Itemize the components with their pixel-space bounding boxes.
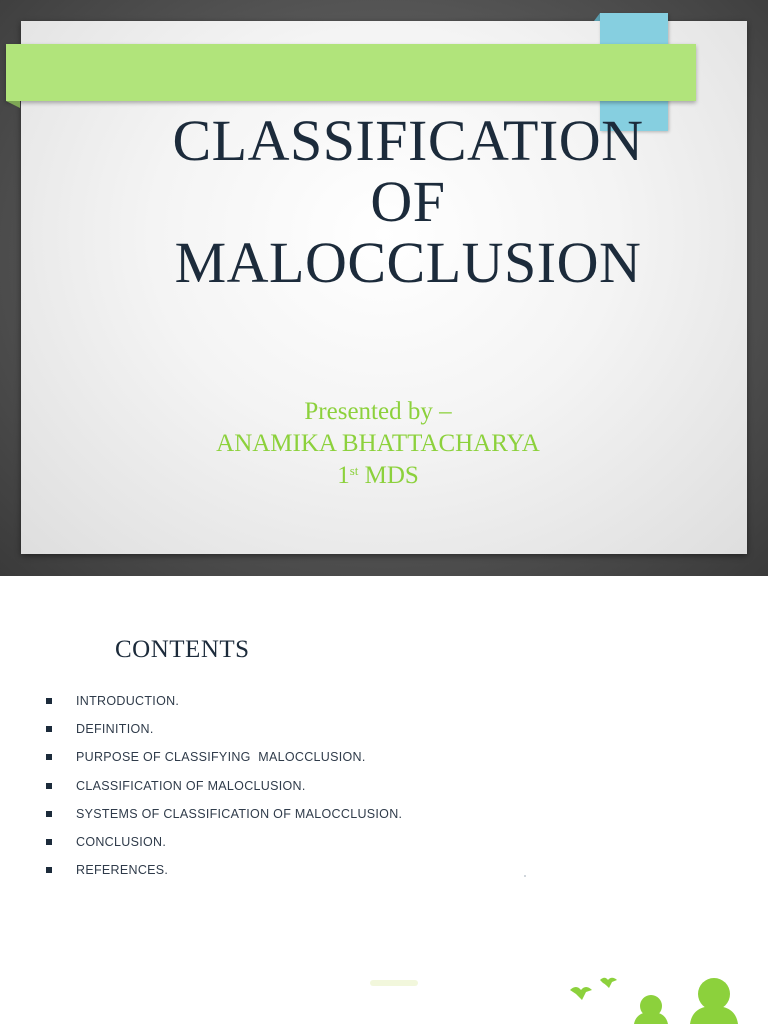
title-line-1: CLASSIFICATION — [172, 108, 644, 173]
slide-title — [110, 110, 706, 293]
list-item-label: CONCLUSION. — [76, 834, 167, 849]
year-number: 1 — [337, 462, 350, 489]
birds-and-people-silhouette-icon — [556, 972, 768, 1024]
list-item-label: PURPOSE OF CLASSIFYING MALOCCLUSION. — [76, 750, 366, 765]
green-band-fold — [6, 101, 20, 108]
square-bullet-icon — [46, 698, 52, 704]
square-bullet-icon — [46, 867, 52, 873]
presenter-name: ANAMIKA BHATTACHARYA — [216, 430, 540, 457]
contents-heading: CONTENTS — [115, 636, 250, 663]
list-item-label: REFERENCES. — [76, 863, 169, 878]
square-bullet-icon — [46, 754, 52, 760]
faint-dot-decoration — [524, 875, 526, 877]
square-bullet-icon — [46, 811, 52, 817]
smudge-decoration — [370, 980, 418, 986]
year-degree: MDS — [358, 462, 419, 489]
year-suffix: st — [349, 463, 359, 478]
square-bullet-icon — [46, 726, 52, 732]
square-bullet-icon — [46, 783, 52, 789]
square-bullet-icon — [46, 839, 52, 845]
title-line-3: MALOCCLUSION — [174, 230, 642, 295]
list-item-label: SYSTEMS OF CLASSIFICATION OF MALOCCLUSION. — [76, 806, 403, 821]
presenter-year — [150, 460, 606, 492]
contents-slide — [0, 576, 768, 1024]
title-line-2: OF — [370, 169, 446, 234]
list-item-label: INTRODUCTION. — [76, 694, 180, 708]
green-band-decoration — [6, 44, 696, 101]
list-item-label: DEFINITION. — [76, 722, 154, 737]
list-item-label: CLASSIFICATION OF MALOCLUSION. — [76, 778, 306, 793]
presented-by-label: Presented by – — [304, 398, 452, 425]
presenter-block — [150, 396, 606, 492]
